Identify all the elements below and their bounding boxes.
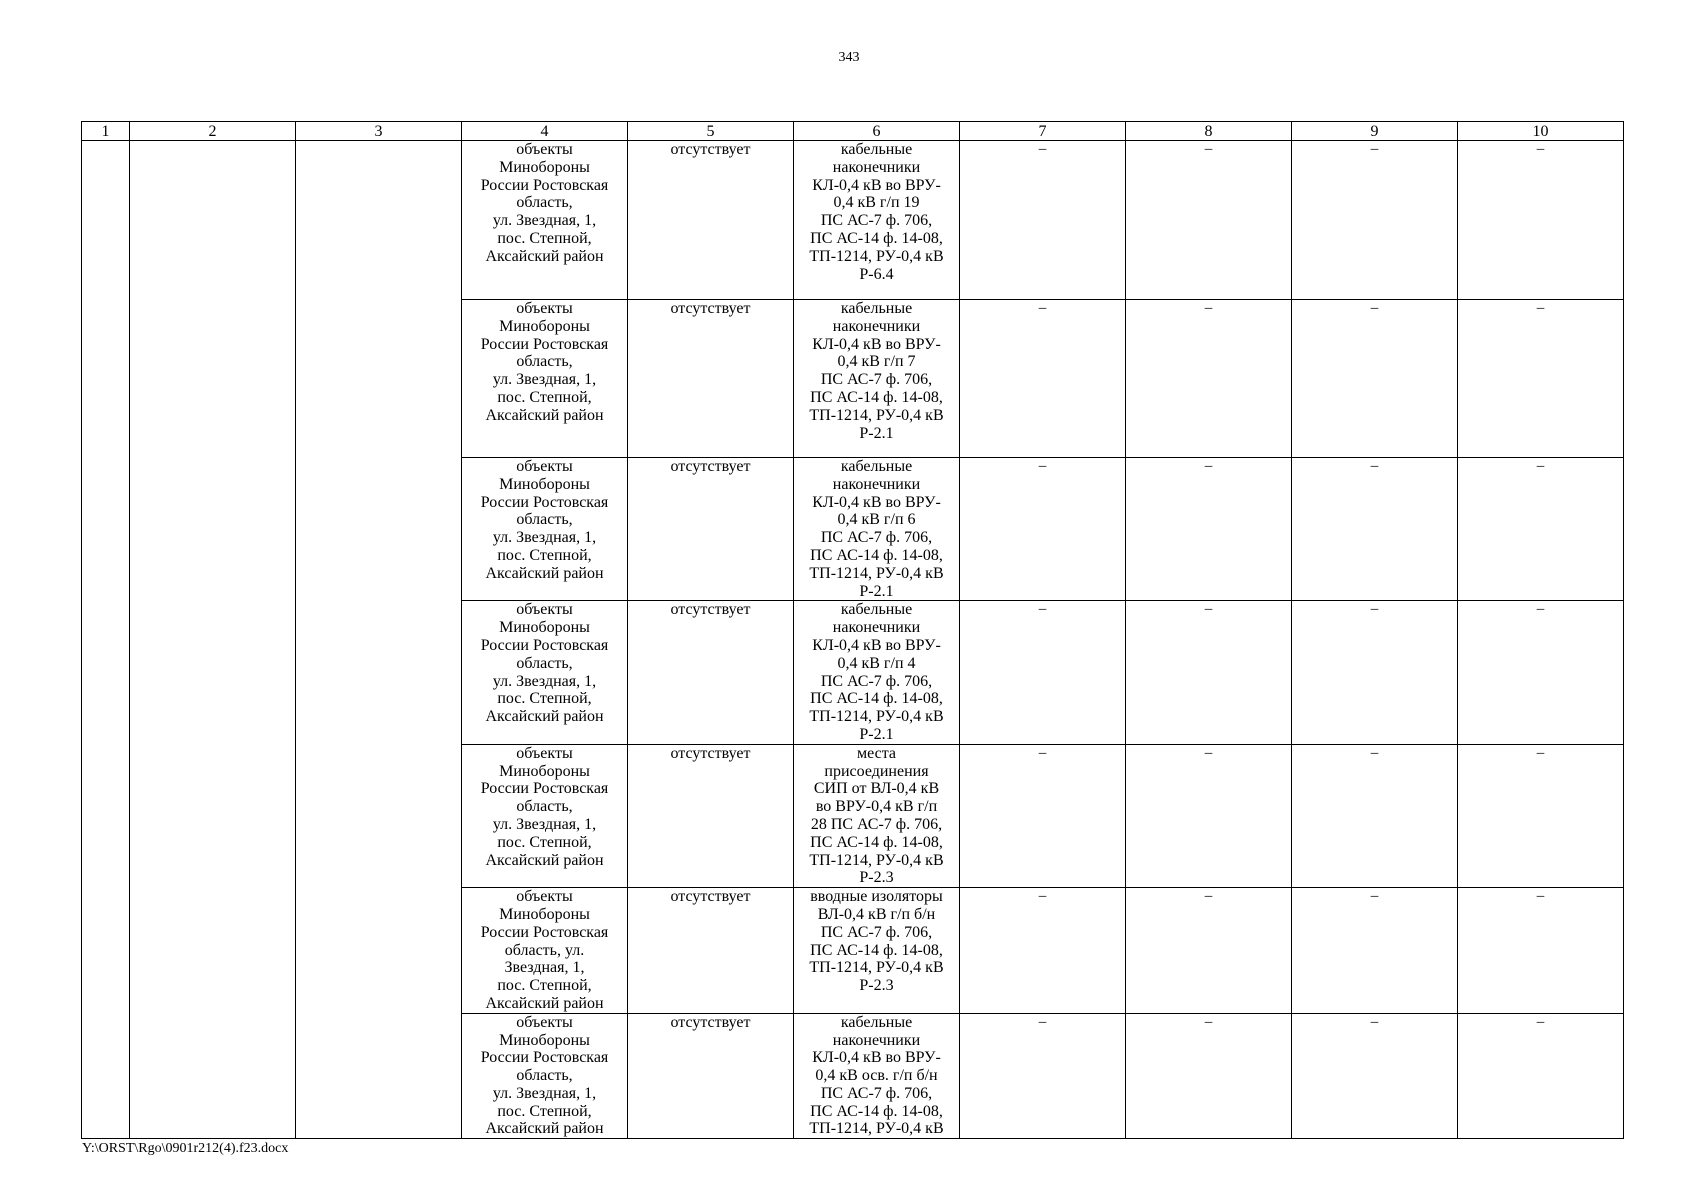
value-cell: – [1292,888,1458,1014]
object-cell: объекты Минобороны России Ростовская область, ул. Звездная, 1, пос. Степной, Аксайский район [462,601,628,744]
value-cell: – [1458,1013,1624,1139]
value-cell: – [1292,300,1458,458]
value-cell: – [960,458,1126,601]
value-cell: – [960,141,1126,300]
description-cell: кабельные наконечники КЛ-0,4 кВ во ВРУ- 0,4 кВ г/п 4 ПС АС-7 ф. 706, ПС АС-14 ф. 14-08, ТП-1214, РУ-0,4 кВ Р-2.1 [794,601,960,744]
object-cell: объекты Минобороны России Ростовская область, ул. Звездная, 1, пос. Степной, Аксайский район [462,744,628,887]
object-cell: объекты Минобороны России Ростовская область, ул. Звездная, 1, пос. Степной, Аксайский район [462,141,628,300]
column-header: 7 [960,122,1126,141]
value-cell: – [1292,601,1458,744]
value-cell: – [1126,601,1292,744]
value-cell: – [960,888,1126,1014]
status-cell: отсутствует [628,458,794,601]
cell-col2 [130,141,296,1139]
column-header: 1 [82,122,130,141]
column-header: 3 [296,122,462,141]
value-cell: – [1292,1013,1458,1139]
column-header: 8 [1126,122,1292,141]
column-header: 6 [794,122,960,141]
value-cell: – [1458,601,1624,744]
value-cell: – [1126,1013,1292,1139]
value-cell: – [960,744,1126,887]
status-cell: отсутствует [628,300,794,458]
description-cell: кабельные наконечники КЛ-0,4 кВ во ВРУ- 0,4 кВ г/п 6 ПС АС-7 ф. 706, ПС АС-14 ф. 14-08, ТП-1214, РУ-0,4 кВ Р-2.1 [794,458,960,601]
table-row [82,141,1624,300]
value-cell: – [1126,888,1292,1014]
value-cell: – [1458,744,1624,887]
description-cell: кабельные наконечники КЛ-0,4 кВ во ВРУ- 0,4 кВ г/п 19 ПС АС-7 ф. 706, ПС АС-14 ф. 14-08, ТП-1214, РУ-0,4 кВ Р-6.4 [794,141,960,300]
object-cell: объекты Минобороны России Ростовская область, ул. Звездная, 1, пос. Степной, Аксайский район [462,300,628,458]
status-cell: отсутствует [628,141,794,300]
value-cell: – [1458,300,1624,458]
column-header: 10 [1458,122,1624,141]
value-cell: – [1126,458,1292,601]
value-cell: – [1292,458,1458,601]
description-cell: кабельные наконечники КЛ-0,4 кВ во ВРУ- 0,4 кВ осв. г/п б/н ПС АС-7 ф. 706, ПС АС-14 ф. 14-08, ТП-1214, РУ-0,4 кВ [794,1013,960,1139]
header-row [82,122,1624,141]
cell-col3 [296,141,462,1139]
value-cell: – [960,1013,1126,1139]
status-cell: отсутствует [628,888,794,1014]
footer-file-path: Y:\ORST\Rgo\0901r212(4).f23.docx [82,1141,289,1156]
status-cell: отсутствует [628,744,794,887]
column-header: 2 [130,122,296,141]
value-cell: – [1458,141,1624,300]
object-cell: объекты Минобороны России Ростовская область, ул. Звездная, 1, пос. Степной, Аксайский район [462,888,628,1014]
status-cell: отсутствует [628,601,794,744]
cell-col1 [82,141,130,1139]
column-header: 4 [462,122,628,141]
value-cell: – [1126,141,1292,300]
object-cell: объекты Минобороны России Ростовская область, ул. Звездная, 1, пос. Степной, Аксайский район [462,458,628,601]
value-cell: – [1292,141,1458,300]
description-cell: вводные изоляторы ВЛ-0,4 кВ г/п б/н ПС АС-7 ф. 706, ПС АС-14 ф. 14-08, ТП-1214, РУ-0,4 кВ Р-2.3 [794,888,960,1014]
value-cell: – [1126,744,1292,887]
value-cell: – [960,300,1126,458]
value-cell: – [1292,744,1458,887]
data-table [81,121,1624,1139]
status-cell: отсутствует [628,1013,794,1139]
object-cell: объекты Минобороны России Ростовская область, ул. Звездная, 1, пос. Степной, Аксайский район [462,1013,628,1139]
page-number: 343 [838,50,860,65]
value-cell: – [1126,300,1292,458]
column-header: 9 [1292,122,1458,141]
value-cell: – [1458,458,1624,601]
value-cell: – [960,601,1126,744]
column-header: 5 [628,122,794,141]
value-cell: – [1458,888,1624,1014]
description-cell: кабельные наконечники КЛ-0,4 кВ во ВРУ- 0,4 кВ г/п 7 ПС АС-7 ф. 706, ПС АС-14 ф. 14-08, ТП-1214, РУ-0,4 кВ Р-2.1 [794,300,960,458]
description-cell: места присоединения СИП от ВЛ-0,4 кВ во ВРУ-0,4 кВ г/п 28 ПС АС-7 ф. 706, ПС АС-14 ф. 14-08, ТП-1214, РУ-0,4 кВ Р-2.3 [794,744,960,887]
